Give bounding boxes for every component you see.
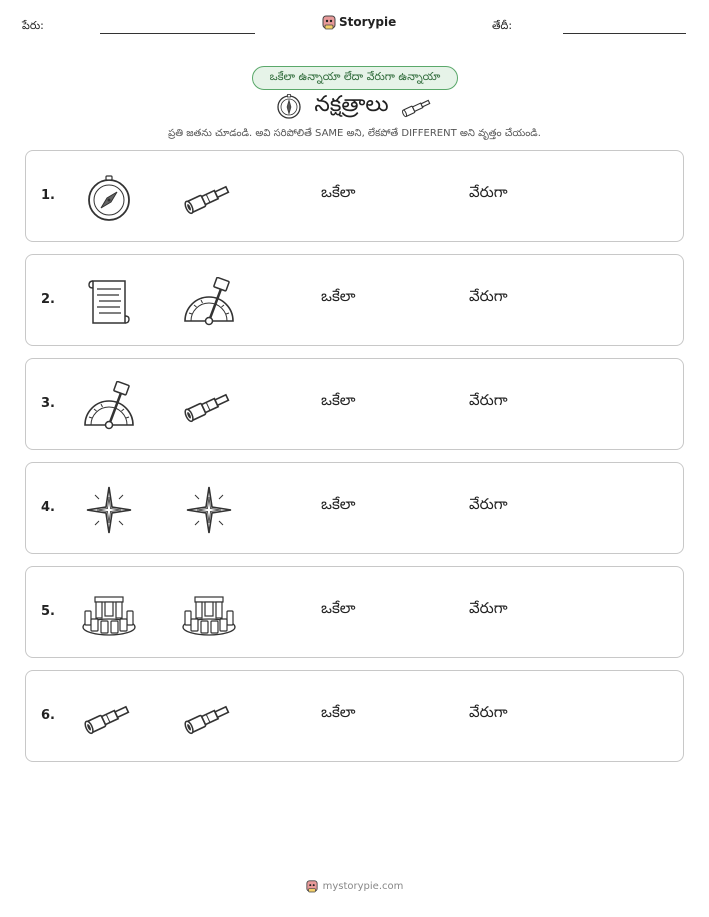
different-option[interactable]: వేరుగా [469, 495, 508, 513]
question-number: 4. [41, 500, 55, 515]
question-row [25, 150, 684, 242]
question-number: 2. [41, 292, 55, 307]
title-row [0, 92, 709, 122]
date-line[interactable] [563, 33, 686, 34]
telescope-icon [179, 379, 239, 433]
question-row [25, 670, 684, 762]
different-option[interactable]: వేరుగా [469, 287, 508, 305]
instructions: ప్రతి జతను చూడండి. అవి సరిపోలితే SAME అని, లేకపోతే DIFFERENT అని వృత్తం చేయండి. [168, 128, 541, 139]
question-row [25, 566, 684, 658]
question-number: 6. [41, 708, 55, 723]
different-option[interactable]: వేరుగా [469, 183, 508, 201]
telescope-icon [179, 691, 239, 745]
question-number: 3. [41, 396, 55, 411]
same-option[interactable]: ఒకేలా [321, 183, 356, 201]
different-option[interactable]: వేరుగా [469, 703, 508, 721]
brand-name: Storypie [339, 15, 397, 29]
brand-logo [322, 14, 396, 30]
same-option[interactable]: ఒకేలా [321, 495, 356, 513]
telescope-icon [179, 171, 239, 225]
different-option[interactable]: వేరుగా [469, 391, 508, 409]
star-chart-scroll-icon [79, 275, 139, 329]
quadrant-icon [179, 275, 239, 329]
stonehenge-icon [79, 587, 139, 641]
worksheet-type-badge: ఒకేలా ఉన్నాయా లేదా వేరుగా ఉన్నాయా [252, 66, 458, 90]
same-option[interactable]: ఒకేలా [321, 703, 356, 721]
question-row [25, 462, 684, 554]
quadrant-icon [79, 379, 139, 433]
telescope-icon [79, 691, 139, 745]
question-row [25, 358, 684, 450]
date-label: తేదీ: [492, 19, 513, 32]
footer [0, 879, 709, 893]
page-title: నక్షత్రాలు [314, 92, 389, 117]
question-number: 1. [41, 188, 55, 203]
compass-icon [79, 171, 139, 225]
different-option[interactable]: వేరుగా [469, 599, 508, 617]
same-option[interactable]: ఒకేలా [321, 391, 356, 409]
question-row [25, 254, 684, 346]
question-number: 5. [41, 604, 55, 619]
same-option[interactable]: ఒకేలా [321, 599, 356, 617]
stonehenge-icon [179, 587, 239, 641]
compass-icon [276, 94, 302, 120]
name-line[interactable] [100, 33, 255, 34]
footer-url: mystorypie.com [322, 880, 404, 892]
storypie-mascot-icon [306, 879, 318, 893]
sparkle-star-icon [79, 483, 139, 537]
same-option[interactable]: ఒకేలా [321, 287, 356, 305]
name-label: పేరు: [22, 19, 44, 32]
telescope-icon [401, 96, 433, 118]
storypie-mascot-icon [322, 14, 336, 30]
sparkle-star-icon [179, 483, 239, 537]
